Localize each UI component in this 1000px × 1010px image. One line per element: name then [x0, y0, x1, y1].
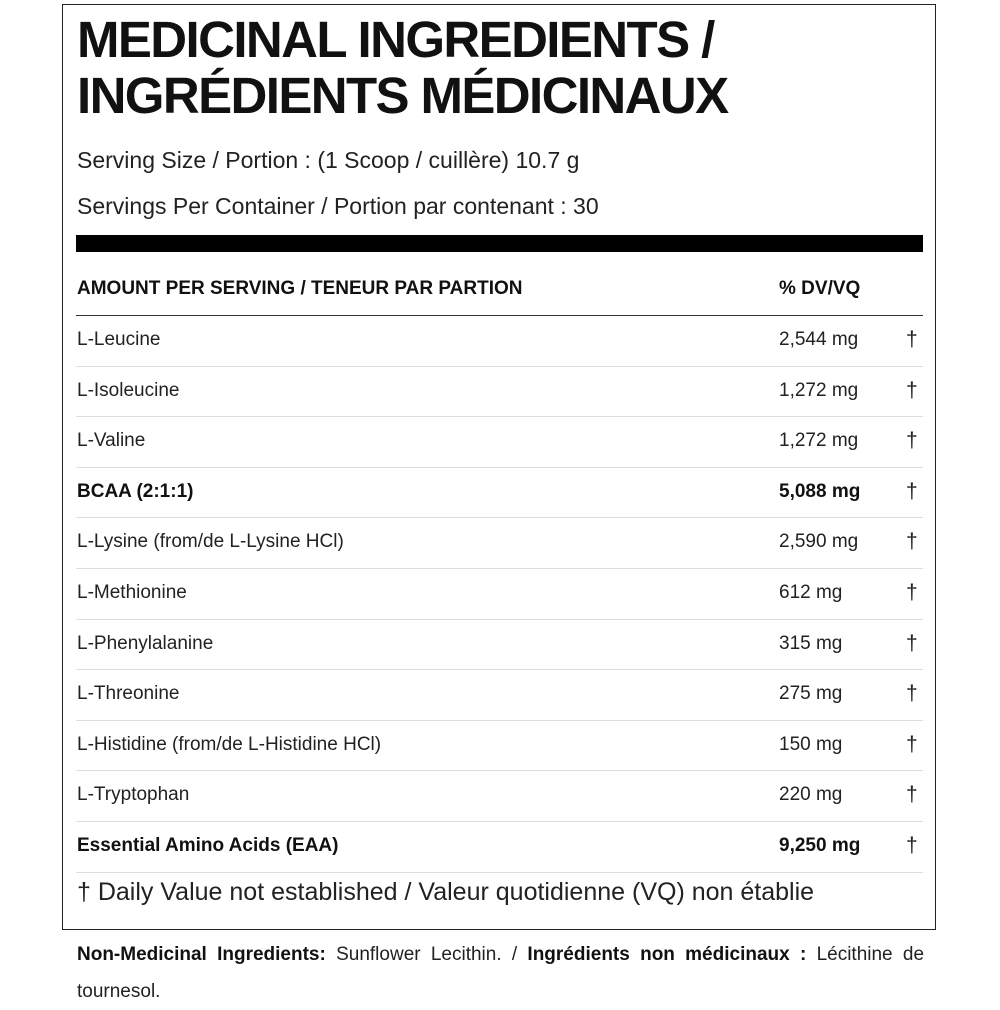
- table-row: [76, 620, 923, 671]
- ingredient-amount: 9,250 mg: [779, 834, 861, 856]
- daily-value-dagger: †: [906, 378, 918, 402]
- ingredient-amount: 5,088 mg: [779, 480, 861, 502]
- table-row: [76, 822, 923, 873]
- ingredient-amount: 220 mg: [779, 784, 843, 806]
- ingredient-amount: 612 mg: [779, 581, 843, 603]
- daily-value-dagger: †: [906, 682, 918, 706]
- daily-value-dagger: †: [906, 479, 918, 503]
- table-row: [76, 518, 923, 569]
- daily-value-dagger: †: [906, 732, 918, 756]
- daily-value-dagger: †: [906, 631, 918, 655]
- non-medicinal-label-en: Non-Medicinal Ingredients:: [77, 944, 326, 965]
- thick-divider: [76, 235, 923, 252]
- ingredient-amount: 2,590 mg: [779, 531, 859, 553]
- table-header: [76, 272, 923, 306]
- daily-value-dagger: †: [906, 530, 918, 554]
- daily-value-dagger: †: [906, 833, 918, 857]
- ingredient-amount: 2,544 mg: [779, 329, 859, 350]
- table-row: [76, 569, 923, 620]
- daily-value-header: % DV/VQ: [779, 278, 861, 299]
- ingredient-name: L-Valine: [77, 430, 146, 452]
- ingredient-amount: 315 mg: [779, 632, 843, 654]
- ingredients-table: [76, 316, 923, 873]
- serving-size: Serving Size / Portion : (1 Scoop / cuillère) 10.7 g: [77, 147, 580, 173]
- title-line-french: INGRÉDIENTS MÉDICINAUX: [77, 67, 728, 124]
- ingredient-name: L-Histidine (from/de L-Histidine HCl): [77, 733, 382, 755]
- ingredient-name: Essential Amino Acids (EAA): [77, 834, 339, 856]
- ingredient-amount: 1,272 mg: [779, 430, 859, 452]
- amount-per-serving-header: AMOUNT PER SERVING / TENEUR PAR PARTION: [77, 278, 523, 299]
- ingredient-amount: 275 mg: [779, 683, 843, 705]
- ingredient-name: L-Tryptophan: [77, 784, 190, 806]
- daily-value-dagger: †: [906, 783, 918, 807]
- ingredient-name: L-Leucine: [77, 329, 161, 350]
- daily-value-dagger: †: [906, 328, 918, 351]
- daily-value-footnote: † Daily Value not established / Valeur quotidienne (VQ) non établie: [77, 878, 815, 906]
- ingredient-name: L-Threonine: [77, 683, 180, 705]
- table-row: [76, 721, 923, 772]
- daily-value-dagger: †: [906, 580, 918, 604]
- table-row: [76, 417, 923, 468]
- table-row: [76, 670, 923, 721]
- table-row: [76, 367, 923, 418]
- table-row: [76, 771, 923, 822]
- table-row: [76, 316, 923, 367]
- servings-per-container: Servings Per Container / Portion par contenant : 30: [77, 193, 599, 219]
- ingredient-name: L-Methionine: [77, 581, 187, 603]
- ingredient-name: L-Isoleucine: [77, 379, 180, 401]
- ingredient-name: BCAA (2:1:1): [77, 480, 194, 502]
- non-medicinal-text-en: Sunflower Lecithin.: [336, 944, 502, 965]
- non-medicinal-label-fr: Ingrédients non médicinaux :: [527, 944, 807, 965]
- table-row: [76, 468, 923, 519]
- ingredient-name: L-Phenylalanine: [77, 632, 214, 654]
- non-medicinal-text-fr: Lécithine de tournesol.: [77, 944, 925, 1002]
- daily-value-dagger: †: [906, 429, 918, 453]
- language-separator: /: [511, 944, 518, 965]
- page-title: [77, 12, 937, 124]
- ingredient-name: L-Lysine (from/de L-Lysine HCl): [77, 531, 344, 553]
- title-line-english: MEDICINAL INGREDIENTS /: [77, 11, 714, 68]
- non-medicinal-ingredients: [77, 936, 924, 1010]
- ingredient-amount: 1,272 mg: [779, 379, 859, 401]
- ingredient-amount: 150 mg: [779, 733, 843, 755]
